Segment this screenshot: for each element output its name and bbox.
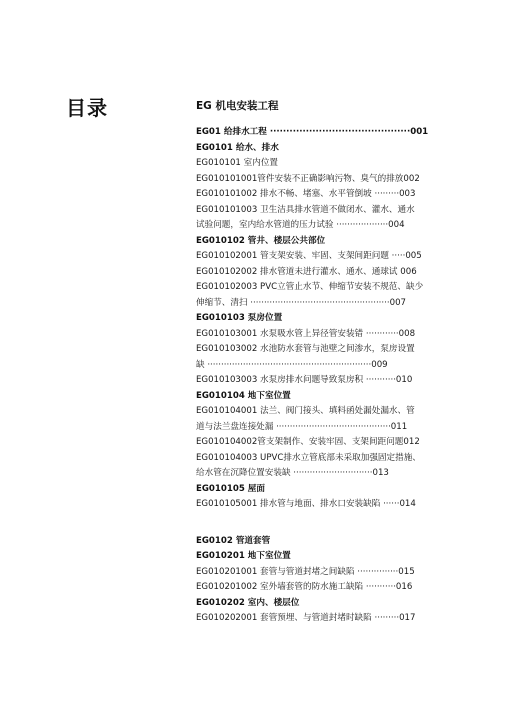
toc-entry: EG010101001管件安装不正确影响污物、臭气的排放002: [196, 173, 420, 184]
document-title: EG 机电安装工程: [196, 100, 279, 112]
toc-section-heading: EG010103 泵房位置: [196, 313, 283, 323]
toc-section-heading: EG010202 室内、楼层位: [196, 597, 300, 608]
toc-entry: EG010201001 套管与管道封堵之间缺陷 ···············015: [196, 566, 415, 577]
toc-entry: EG010102003 PVC立管止水节、伸缩节安装不规范、缺少: [196, 282, 424, 292]
toc-entry: EG010102002 排水管道未进行灌水、通水、通球试 006: [196, 266, 417, 277]
toc-entry: EG010101 室内位置: [196, 158, 279, 168]
toc-heading: 目录: [66, 96, 108, 120]
toc-entry: 给水管在沉降位置安装缺 ·····························013: [196, 468, 389, 478]
toc-entry: EG010202001 套管预埋、与管道封堵时缺陷 ·········017: [196, 613, 416, 623]
toc-entry: EG010104002管支架制作、安装牢固、支架间距问题012: [196, 437, 420, 447]
toc-section-heading: EG01 给排水工程 ···········································001: [196, 127, 429, 137]
toc-section-heading: EG0101 给水、排水: [196, 142, 279, 153]
toc-section-heading: EG010105 屋面: [196, 483, 265, 494]
toc-section-heading: EG010201 地下室位置: [196, 551, 291, 561]
toc-entry: EG010104003 UPVC排水立管底部未采取加强固定措施、: [196, 452, 421, 463]
toc-section-gap: [196, 513, 440, 534]
toc-section-heading: EG0102 管道套管: [196, 535, 271, 546]
toc-entry: EG010102001 管支架安装、牢固、支架间距问题 ·····005: [196, 251, 422, 261]
toc-entry: EG010201002 室外墙套管的防水施工缺陷 ···········016: [196, 582, 413, 592]
toc-entry: 缺 ····························································009: [196, 359, 388, 370]
toc-entry: 道与法兰盘连接处漏 ··········································011: [196, 421, 408, 432]
toc-entry: EG010101002 排水不畅、堵塞、水平管倒坡 ·········003: [196, 189, 416, 199]
toc-entry: EG010101003 卫生洁具排水管道不做闭水、灌水、通水: [196, 204, 415, 215]
toc-entry: EG010103001 水泵吸水管上异径管安装错 ············008: [196, 328, 416, 339]
toc-entry: EG010105001 排水管与地面、排水口安装缺陷 ······014: [196, 499, 416, 509]
toc-entry: EG010104001 法兰、阀门接头、填料函处漏处漏水、管: [196, 406, 415, 416]
toc-entry: 伸缩节、清扫 ···················································007: [196, 297, 407, 308]
toc-entry: EG010103002 水池防水套管与池壁之间渗水，泵房设置: [196, 344, 415, 354]
toc-entry: 试验问题，室内给水管道的压力试验 ···················004: [196, 220, 405, 230]
table-of-contents: [196, 125, 440, 627]
toc-entry: EG010103003 水泵房排水问题导致泵房积 ···········010: [196, 375, 413, 385]
toc-section-heading: EG010102 管井、楼层公共部位: [196, 235, 326, 246]
toc-section-heading: EG010104 地下室位置: [196, 390, 291, 401]
